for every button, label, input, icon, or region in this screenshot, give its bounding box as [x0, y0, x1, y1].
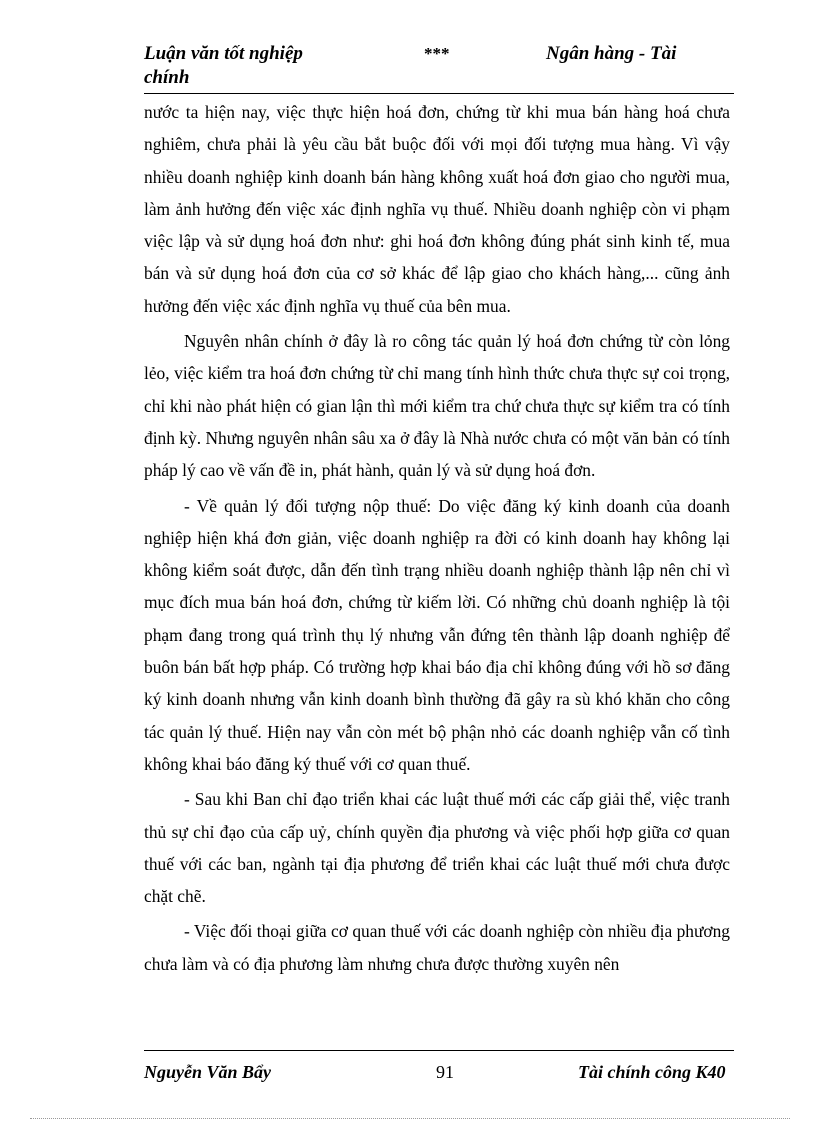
page-bottom-divider	[30, 1118, 790, 1119]
header-separator-stars: ***	[424, 44, 450, 63]
paragraph: - Sau khi Ban chỉ đạo triển khai các luật thuế mới các cấp giải thể, việc tranh thủ sự chỉ đạo của cấp uỷ, chính quyền địa phương và việc phối hợp giữa cơ quan thuế với các ban, ngành tại địa phương để triển khai các luật thuế mới chưa được chặt chẽ.	[144, 789, 730, 907]
footer-author: Nguyễn Văn Bẩy	[144, 1062, 272, 1082]
body-text	[144, 96, 730, 980]
footer-rule	[144, 1050, 734, 1051]
footer-class: Tài chính công K40	[578, 1062, 726, 1082]
paragraph: - Về quản lý đối tượng nộp thuế: Do việc đăng ký kinh doanh của doanh nghiệp hiện khá đơn giản, việc doanh nghiệp ra đời có kinh doanh hay không lại không kiểm soát được, dẫn đến tình trạng nhiều doanh nghiệp thành lập nên chỉ vì mục đích mua bán hoá đơn, chứng từ kiếm lời. Có những chủ doanh nghiệp là tội phạm đang trong quá trình thụ lý nhưng vẫn đứng tên thành lập doanh nghiệp để buôn bán bất hợp pháp. Có trường hợp khai báo địa chỉ không đúng với hồ sơ đăng ký kinh doanh nhưng vẫn kinh doanh bình thường đã gây ra sù khó khăn cho công tác quản lý thuế. Hiện nay vẫn còn mét bộ phận nhỏ các doanh nghiệp vẫn cố tình không khai báo đăng ký thuế với cơ quan thuế.	[144, 495, 730, 774]
header-rule	[144, 93, 734, 94]
paragraph: Nguyên nhân chính ở đây là ro công tác quản lý hoá đơn chứng từ còn lỏng lẻo, việc kiểm tra hoá đơn chứng từ chỉ mang tính hình thức chưa thực sự coi trọng, chỉ khi nào phát hiện có gian lận thì mới kiểm tra chứ chưa thực sự kiểm tra có tính định kỳ. Nhưng nguyên nhân sâu xa ở đây là Nhà nước chưa có một văn bản có tính pháp lý cao về vấn đề in, phát hành, quản lý và sử dụng hoá đơn.	[144, 331, 730, 481]
paragraph: - Việc đối thoại giữa cơ quan thuế với các doanh nghiệp còn nhiều địa phương chưa làm và có địa phương làm nhưng chưa được thường xuyên nên	[144, 921, 730, 974]
header-department: Ngân hàng - Tài	[546, 43, 677, 64]
page-number: 91	[436, 1062, 454, 1082]
paragraph: nước ta hiện nay, việc thực hiện hoá đơn, chứng từ khi mua bán hàng hoá chưa nghiêm, chưa phải là yêu cầu bắt buộc đối với mọi đối tượng mua hàng. Vì vậy nhiều doanh nghiệp kinh doanh bán hàng không xuất hoá đơn giao cho người mua, làm ảnh hưởng đến việc xác định nghĩa vụ thuế. Nhiều doanh nghiệp còn vi phạm việc lập và sử dụng hoá đơn như: ghi hoá đơn không đúng phát sinh kinh tế, mua bán và sử dụng hoá đơn của cơ sở khác để lập giao cho khách hàng,... cũng ảnh hưởng đến việc xác định nghĩa vụ thuế của bên mua.	[144, 102, 730, 316]
header-thesis-title: Luận văn tốt nghiệp chính	[144, 43, 303, 88]
